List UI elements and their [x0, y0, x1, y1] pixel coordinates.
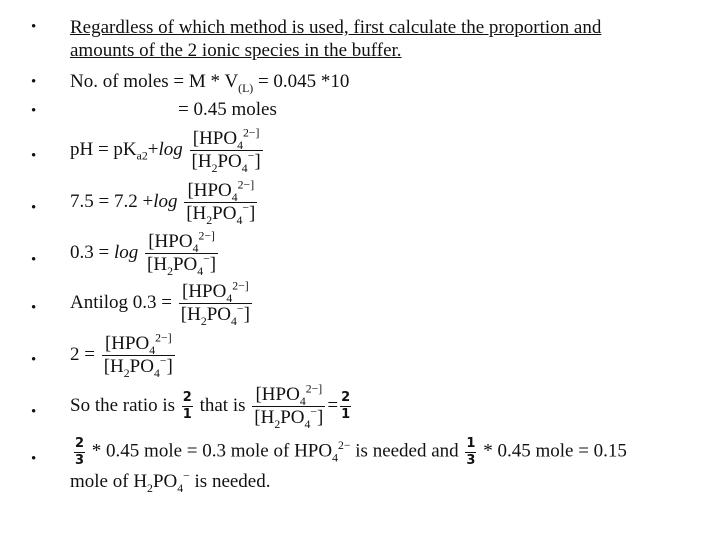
ratio-two-to-one: $\frac{2}{1}$ [341, 390, 351, 422]
moles-equation: No. of moles = $M * V_{(L)} = 0.045$ *10 [70, 71, 350, 95]
ratio-two-to-one: $\frac{2}{1}$ [182, 390, 192, 422]
ratio-statement: So the ratio is $\frac{2}{1}$ that is $\frac{[HPO_4^{2-]}}{[H_2PO_4^-]}$ = $\frac{2}{1}$ [70, 382, 351, 431]
bullet: • [31, 103, 37, 119]
bullet: • [31, 19, 37, 35]
log-equation: 0.3 = log $\frac{[HPO_4^{2-]}}{[H_2PO_4^-]}$ [70, 229, 217, 278]
bullet: • [31, 74, 37, 90]
bullet: • [31, 352, 37, 368]
bullet: • [31, 200, 37, 216]
conclusion-line-1: $\frac{2}{3}$ * 0.45 mole = 0.3 mole of $HPO_4^{2-}$ is needed and $\frac{1}{3}$ * 0.45 mole = 0.15 [75, 436, 627, 468]
ratio-fraction: $\frac{[HPO_4^{2-]}}{[H_2PO_4^-]}$ [180, 279, 250, 328]
fraction-one-third: $\frac{1}{3}$ [466, 436, 476, 468]
conclusion-line-2: mole of $H_2PO_4^-$ is needed. [70, 469, 271, 495]
henderson-equation: pH = $pK_{a2}+\log$ $\frac{[HPO_4^{2-]}}{[H_2PO_4^-]}$ [70, 126, 261, 175]
ratio-fraction: $\frac{[HPO_4^{2-]}}{[H_2PO_4^-]}$ [191, 126, 261, 175]
antilog-equation: Antilog 0.3 = $\frac{[HPO_4^{2-]}}{[H_2PO_4^-]}$ [70, 279, 250, 328]
intro-line-2: amounts of the 2 ionic species in the buffer. [70, 40, 402, 61]
substituted-equation: 7.5 = 7.2 +log $\frac{[HPO_4^{2-]}}{[H_2PO_4^-]}$ [70, 178, 256, 227]
moles-result: = 0.45 moles [178, 99, 277, 120]
bullet: • [31, 300, 37, 316]
ratio-fraction: $\frac{[HPO_4^{2-]}}{[H_2PO_4^-]}$ [186, 178, 256, 227]
bullet: • [31, 148, 37, 164]
ratio-equation: 2 = $\frac{[HPO_4^{2-]}}{[H_2PO_4^-]}$ [70, 331, 173, 380]
ratio-fraction: $\frac{[HPO_4^{2-]}}{[H_2PO_4^-]}$ [147, 229, 217, 278]
bullet: • [31, 252, 37, 268]
bullet: • [31, 404, 37, 420]
ratio-fraction: $\frac{[HPO_4^{2-]}}{[H_2PO_4^-]}$ [103, 331, 173, 380]
ratio-fraction: $\frac{[HPO_4^{2-]}}{[H_2PO_4^-]}$ [254, 382, 324, 431]
fraction-two-thirds: $\frac{2}{3}$ [75, 436, 85, 468]
intro-line-1: Regardless of which method is used, first calculate the proportion and [70, 17, 602, 38]
bullet: • [31, 451, 37, 467]
